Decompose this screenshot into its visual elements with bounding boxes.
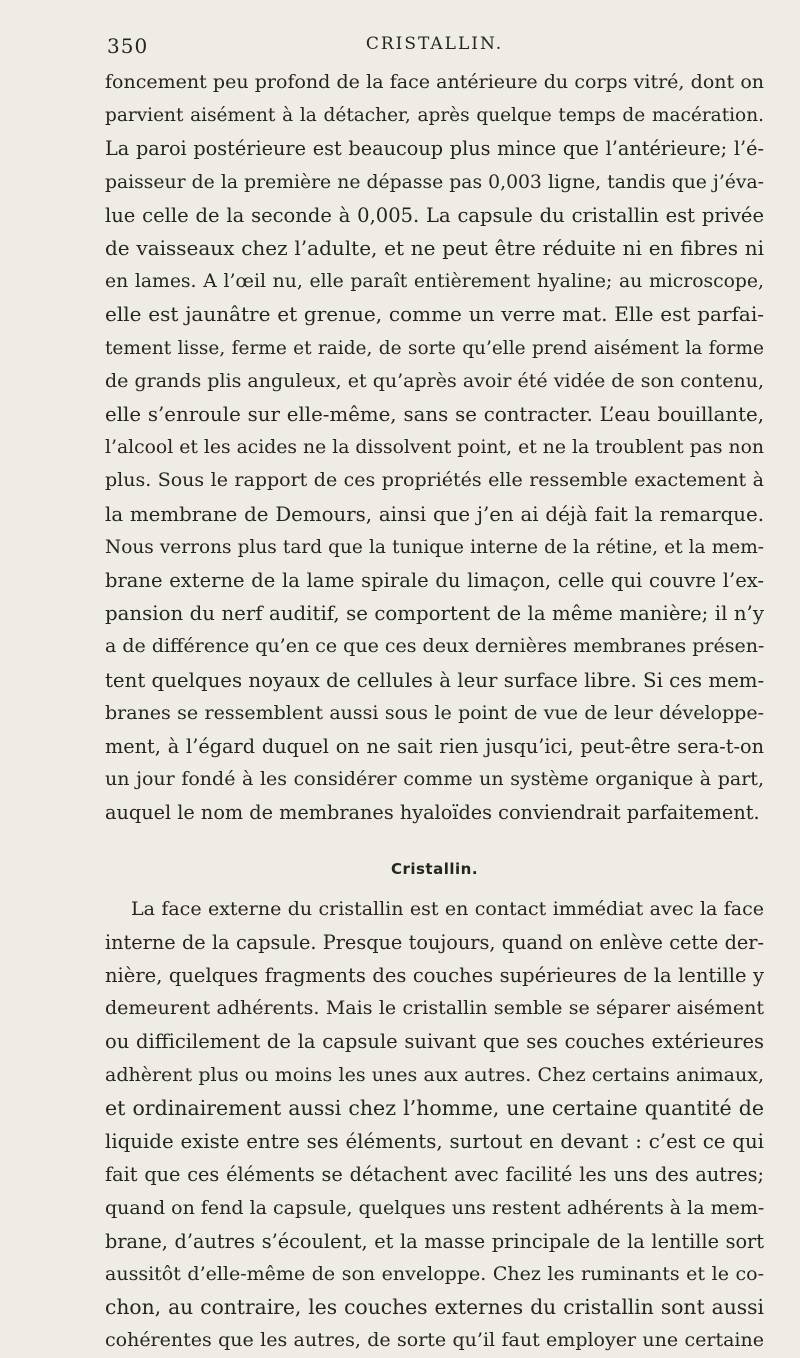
text-line: tent quelques noyaux de cellules à leur surface libre. Si ces mem- xyxy=(105,668,765,692)
section-heading: Cristallin. xyxy=(390,859,479,878)
text-line: lue celle de la seconde à 0,005. La capsule du cristallin est privée xyxy=(105,203,764,227)
text-line: et ordinairement aussi chez l’homme, une certaine quantité de xyxy=(105,1095,764,1120)
text-line: brane externe de la lame spirale du limaçon, celle qui couvre l’ex- xyxy=(105,569,764,593)
text-line: aussitôt d’elle-même de son enveloppe. Chez les ruminants et le co- xyxy=(105,1262,764,1285)
text-line: liquide existe entre ses éléments, surtout en devant : c’est ce qui xyxy=(105,1130,764,1154)
text-line: brane, d’autres s’écoulent, et la masse principale de la lentille sort xyxy=(105,1229,764,1253)
text-line: un jour fondé à les considérer comme un système organique à part, xyxy=(105,768,764,791)
text-line: l’alcool et les acides ne la dissolvent point, et ne la troublent pas non xyxy=(105,437,764,459)
body-text xyxy=(105,66,764,1358)
text-line: branes se ressemblent aussi sous le point de vue de leur développe- xyxy=(105,701,764,724)
text-line: La face externe du cristallin est en contact immédiat avec la face xyxy=(131,897,764,920)
text-line: auquel le nom de membranes hyaloïdes conviendrait parfaitement. xyxy=(105,801,760,825)
page-number: 350 xyxy=(107,34,149,58)
text-line: Nous verrons plus tard que la tunique interne de la rétine, et la mem- xyxy=(105,536,764,558)
text-line: La paroi postérieure est beaucoup plus mince que l’antérieure; l’é- xyxy=(105,137,764,161)
text-line: tement lisse, ferme et raide, de sorte qu’elle prend aisément la forme xyxy=(105,337,764,359)
text-line: ou difficilement de la capsule suivant que ses couches extérieures xyxy=(105,1030,764,1054)
paragraph-cristallin xyxy=(105,893,764,1358)
paragraph-capsule xyxy=(105,66,764,830)
text-line: parvient aisément à la détacher, après quelque temps de macération. xyxy=(105,105,764,127)
text-line: de grands plis anguleux, et qu’après avoir été vidée de son contenu, xyxy=(105,369,764,392)
text-line: a de différence qu’en ce que ces deux dernières membranes présen- xyxy=(105,635,765,658)
text-line: pansion du nerf auditif, se comportent de la même manière; il n’y xyxy=(105,602,764,626)
text-line: chon, au contraire, les couches externes du cristallin sont aussi xyxy=(105,1295,764,1320)
text-line: foncement peu profond de la face antérieure du corps vitré, dont on xyxy=(105,71,764,93)
text-line: elle est jaunâtre et grenue, comme un verre mat. Elle est parfai- xyxy=(105,302,764,327)
text-line: demeurent adhérents. Mais le cristallin semble se séparer aisément xyxy=(105,997,764,1020)
text-line: nière, quelques fragments des couches supérieures de la lentille y xyxy=(105,964,764,988)
text-line: interne de la capsule. Presque toujours, quand on enlève cette der- xyxy=(105,930,764,954)
text-line: quand on fend la capsule, quelques uns restent adhérents à la mem- xyxy=(105,1196,765,1219)
text-line: de vaisseaux chez l’adulte, et ne peut être réduite ni en fibres ni xyxy=(105,236,764,261)
text-line: en lames. A l’œil nu, elle paraît entièrement hyaline; au microscope, xyxy=(105,271,764,293)
text-line: la membrane de Demours, ainsi que j’en ai déjà fait la remarque. xyxy=(105,502,764,526)
text-line: elle s’enroule sur elle-même, sans se contracter. L’eau bouillante, xyxy=(105,403,764,427)
text-line: fait que ces éléments se détachent avec facilité les uns des autres; xyxy=(105,1163,764,1187)
text-line: adhèrent plus ou moins les unes aux autres. Chez certains animaux, xyxy=(105,1063,764,1086)
running-head xyxy=(105,16,764,58)
text-line: plus. Sous le rapport de ces propriétés elle ressemble exactement à xyxy=(105,469,764,492)
text-line: ment, à l’égard duquel on ne sait rien jusqu’ici, peut-être sera-t-on xyxy=(105,735,764,759)
text-line: paisseur de la première ne dépasse pas 0,003 ligne, tandis que j’éva- xyxy=(105,171,764,193)
text-line: cohérentes que les autres, de sorte qu’il faut employer une certaine xyxy=(105,1329,764,1352)
running-title: CRISTALLIN. xyxy=(365,34,504,54)
